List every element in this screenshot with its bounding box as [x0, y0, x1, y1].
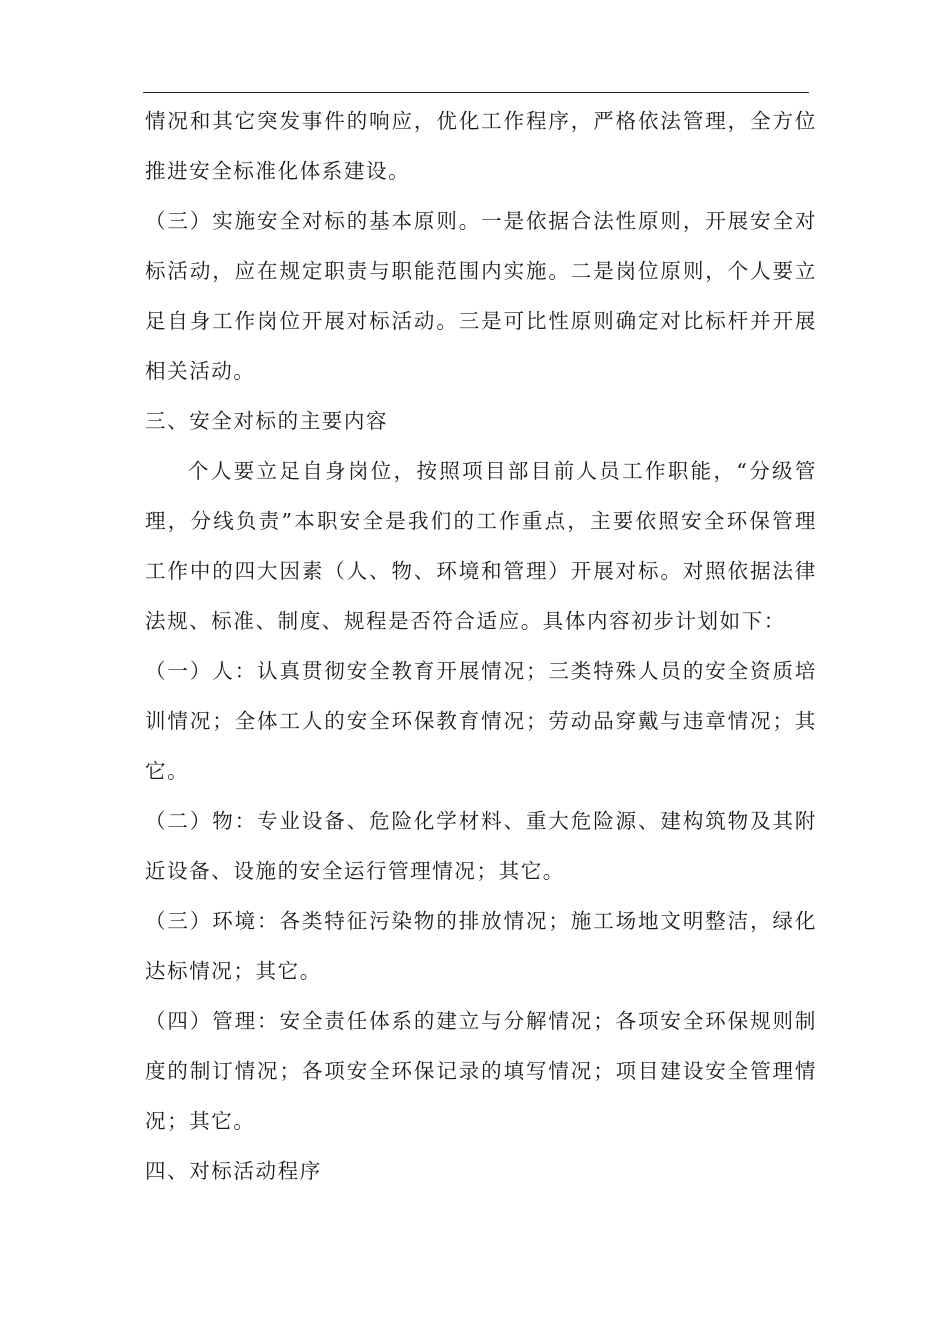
paragraph-people: （一）人：认真贯彻安全教育开展情况；三类特殊人员的安全资质培训情况；全体工人的安全环保教育情况；劳动品穿戴与违章情况；其它。	[145, 659, 817, 783]
paragraph-management: （四）管理：安全责任体系的建立与分解情况；各项安全环保规则制度的制订情况；各项安全环保记录的填写情况；项目建设安全管理情况；其它。	[145, 1009, 817, 1133]
paragraph-environment: （三）环境：各类特征污染物的排放情况；施工场地文明整洁，绿化达标情况；其它。	[145, 909, 817, 983]
header-rule	[143, 92, 809, 93]
paragraph-basic-principles: （三）实施安全对标的基本原则。一是依据合法性原则，开展安全对标活动，应在规定职责与职能范围内实施。二是岗位原则，个人要立足自身工作岗位开展对标活动。三是可比性原则确定对比标杆并开展相关活动。	[145, 209, 817, 383]
paragraph-continuation: 情况和其它突发事件的响应，优化工作程序，严格依法管理，全方位推进安全标准化体系建设。	[145, 109, 817, 183]
body-text	[145, 96, 817, 1196]
paragraph-intro: 个人要立足自身岗位，按照项目部目前人员工作职能，“分级管理，分线负责”本职安全是我们的工作重点，主要依照安全环保管理工作中的四大因素（人、物、环境和管理）开展对标。对照依据法律法规、标准、制度、规程是否符合适应。具体内容初步计划如下：	[145, 459, 817, 633]
section-heading-procedure: 四、对标活动程序	[145, 1159, 322, 1183]
section-heading-main-content: 三、安全对标的主要内容	[145, 409, 389, 433]
paragraph-objects: （二）物：专业设备、危险化学材料、重大危险源、建构筑物及其附近设备、设施的安全运行管理情况；其它。	[145, 809, 817, 883]
